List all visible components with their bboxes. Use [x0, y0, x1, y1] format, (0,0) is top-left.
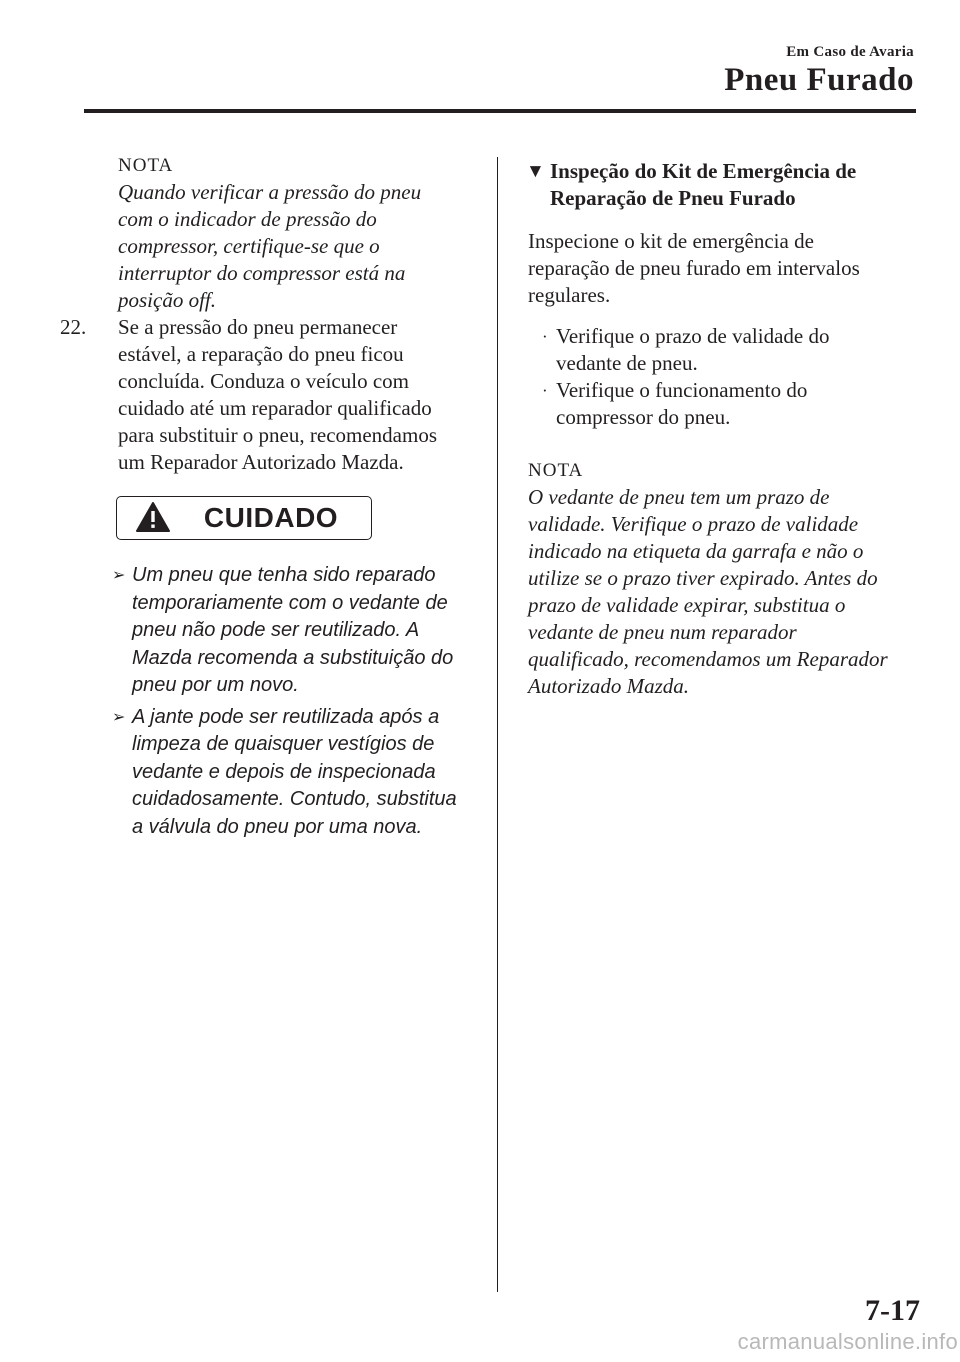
note-line: posição off.	[118, 288, 216, 312]
bullet-line: compressor do pneu.	[556, 405, 731, 429]
caution-line: pneu por um novo.	[132, 674, 299, 696]
caution-line: A jante pode ser reutilizada após a	[132, 705, 440, 728]
header-section-label: Em Caso de Avaria	[786, 44, 914, 60]
note-line: indicado na etiqueta da garrafa e não o	[528, 539, 864, 563]
caution-line: Um pneu que tenha sido reparado	[132, 564, 436, 586]
caution-box	[116, 496, 372, 540]
note-line: utilize se o prazo tiver expirado. Antes do	[528, 566, 878, 590]
caution-line: cuidadosamente. Contudo, substitua	[132, 788, 457, 810]
bullet-dot-icon: ·	[542, 381, 548, 400]
intro-line: regulares.	[528, 283, 611, 307]
caution-list	[112, 562, 470, 841]
header-rule	[84, 109, 916, 113]
down-triangle-icon: ▼	[526, 161, 545, 182]
step-22	[60, 314, 470, 476]
right-note	[528, 457, 920, 700]
note-line: com o indicador de pressão do	[118, 207, 377, 231]
arrow-bullet-icon: ➢	[112, 567, 126, 584]
list-item	[542, 323, 920, 377]
step-line: para substituir o pneu, recomendamos	[118, 423, 437, 447]
note-line: Autorizado Mazda.	[528, 674, 690, 698]
page-title: Pneu Furado	[724, 62, 914, 98]
step-line: Se a pressão do pneu permanecer	[118, 315, 398, 339]
caution-item	[112, 704, 470, 842]
note-line: compressor, certifique-se que o	[118, 234, 380, 258]
note-line: validade. Verifique o prazo de validade	[528, 512, 859, 536]
caution-item	[112, 562, 470, 700]
bullet-list	[528, 323, 920, 431]
note-line: vedante de pneu num reparador	[528, 620, 797, 644]
column-divider	[497, 157, 498, 1292]
intro-line: reparação de pneu furado em intervalos	[528, 256, 860, 280]
bullet-line: Verifique o funcionamento do	[556, 378, 808, 402]
list-item	[542, 377, 920, 431]
bullet-line: vedante de pneu.	[556, 351, 698, 375]
note-line: Quando verificar a pressão do pneu	[118, 180, 422, 204]
arrow-bullet-icon: ➢	[112, 708, 126, 726]
watermark: carmanualsonline.info	[737, 1329, 958, 1354]
heading-line: Reparação de Pneu Furado	[550, 186, 796, 210]
caution-line: pneu não pode ser reutilizado. A	[132, 619, 420, 641]
intro-line: Inspecione o kit de emergência de	[528, 229, 814, 253]
note-line: O vedante de pneu tem um prazo de	[528, 485, 830, 509]
bullet-line: Verifique o prazo de validade do	[556, 324, 830, 348]
note-line: prazo de validade expirar, substitua o	[528, 593, 846, 617]
step-line: concluída. Conduza o veículo com	[118, 369, 409, 393]
caution-line: vedante e depois de inspecionada	[132, 760, 436, 783]
note-label: NOTA	[528, 460, 584, 481]
page-number: 7-17	[865, 1294, 920, 1327]
caution-label: CUIDADO	[203, 502, 339, 533]
note-label: NOTA	[118, 155, 174, 176]
right-column	[528, 158, 920, 700]
warning-triangle-icon	[135, 501, 171, 533]
left-column	[60, 152, 470, 845]
caution-line: limpeza de quaisquer vestígios de	[132, 733, 435, 755]
bullet-dot-icon: ·	[542, 327, 548, 346]
caution-line: Mazda recomenda a substituição do	[132, 646, 454, 669]
note-line: interruptor do compressor está na	[118, 261, 406, 285]
caution-line: temporariamente com o vedante de	[132, 591, 448, 614]
intro-paragraph	[528, 228, 920, 309]
step-line: cuidado até um reparador qualificado	[118, 396, 432, 420]
step-line: um Reparador Autorizado Mazda.	[118, 450, 404, 474]
section-heading	[526, 158, 920, 212]
step-number: 22.	[60, 315, 87, 339]
step-line: estável, a reparação do pneu ficou	[118, 342, 404, 366]
caution-line: a válvula do pneu por uma nova.	[132, 815, 423, 838]
left-note	[60, 152, 470, 314]
note-line: qualificado, recomendamos um Reparador	[528, 647, 888, 671]
heading-line: Inspeção do Kit de Emergência de	[550, 159, 857, 183]
